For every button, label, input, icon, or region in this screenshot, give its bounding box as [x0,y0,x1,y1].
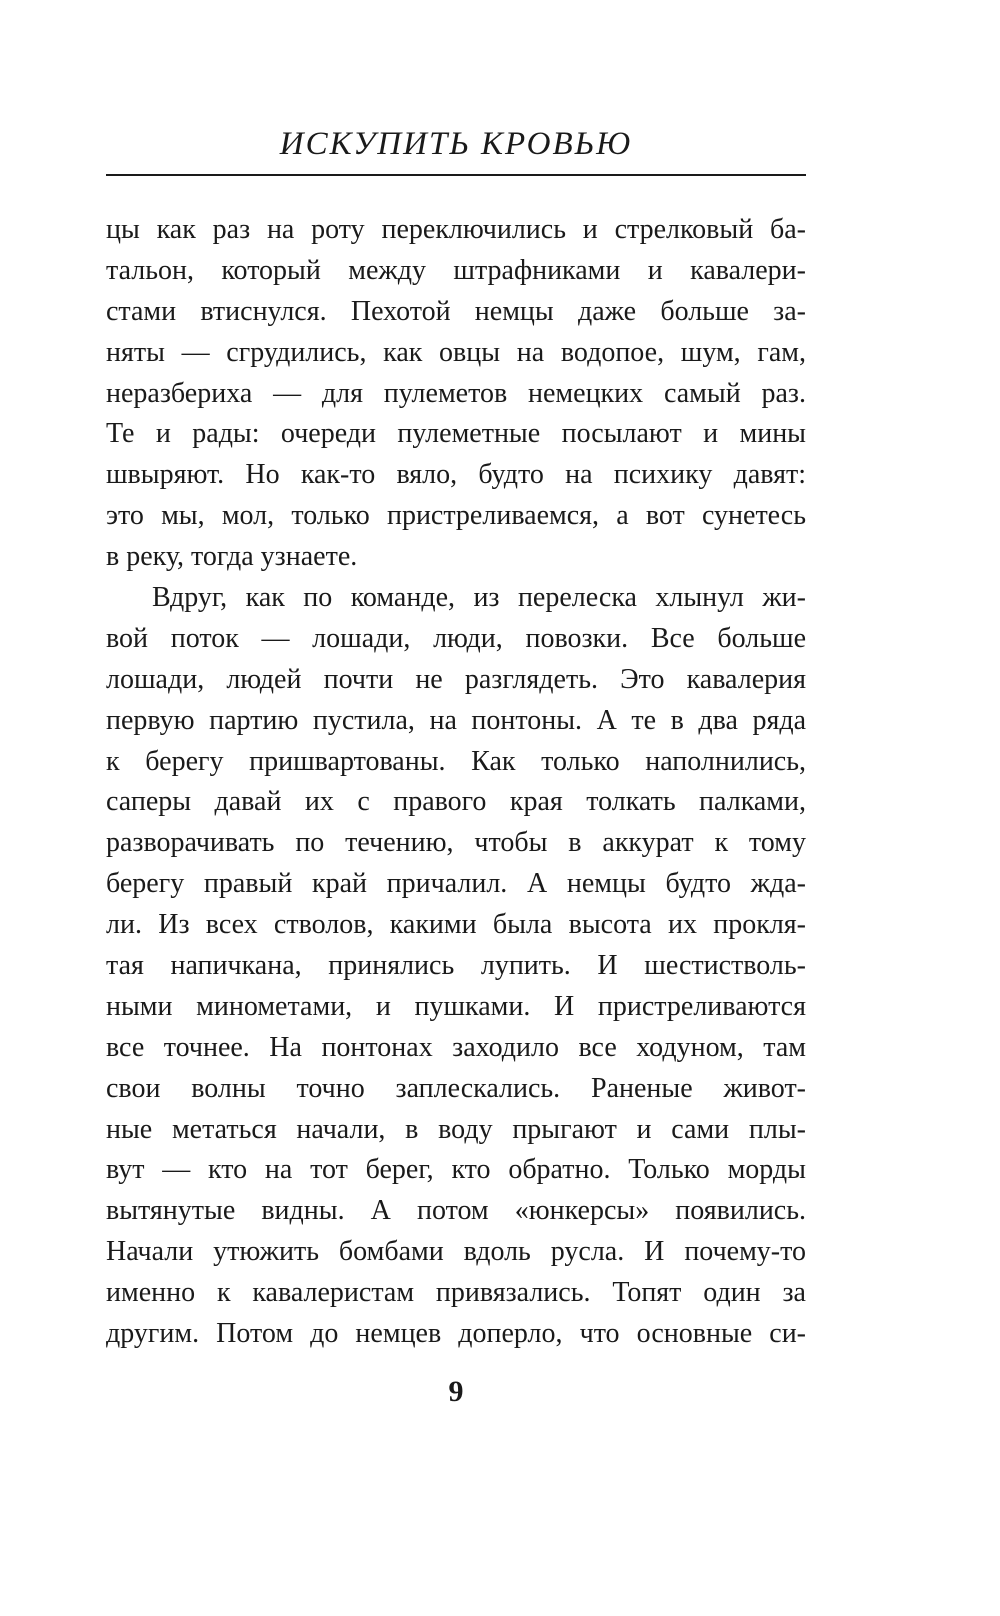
running-header-title: ИСКУПИТЬ КРОВЬЮ [279,126,633,162]
text-line: Те и рады: очереди пулеметные посылают и мины [106,418,806,450]
text-line: первую партию пустила, на понтоны. А те в два ряда [106,704,806,736]
text-line: все точнее. На понтонах заходило все ходуном, там [106,1031,806,1063]
text-line: разворачивать по течению, чтобы в аккурат к тому [106,827,806,859]
text-line: к берегу пришвартованы. Как только наполнились, [106,745,806,777]
text-line: вут — кто на тот берег, кто обратно. Только морды [106,1154,806,1186]
text-line: тая напичкана, принялись лупить. И шестистволь- [106,950,806,982]
text-line: другим. Потом до немцев доперло, что основные си- [106,1318,806,1350]
page-number: 9 [448,1375,464,1408]
text-line: лошади, людей почти не разглядеть. Это кавалерия [106,663,806,695]
text-line: Начали утюжить бомбами вдоль русла. И почему-то [106,1236,806,1268]
text-line: тальон, который между штрафниками и кавалери- [106,254,806,286]
text-line: ные метаться начали, в воду прыгают и сами плы- [106,1113,806,1145]
header-divider [106,174,806,176]
text-line: вытянутые видны. А потом «юнкерсы» появились. [106,1195,806,1227]
text-line: стами втиснулся. Пехотой немцы даже больше за- [106,295,806,327]
text-line: вой поток — лошади, люди, повозки. Все больше [106,622,806,654]
text-line: свои волны точно заплескались. Раненые живот- [106,1072,806,1104]
body-text [106,210,806,1355]
text-line: швыряют. Но как-то вяло, будто на психику давят: [106,459,806,491]
text-line: именно к кавалеристам привязались. Топят один за [106,1277,806,1309]
text-line: ли. Из всех стволов, какими была высота их прокля- [106,909,806,941]
text-line: в реку, тогда узнаете. [106,541,358,573]
text-line: няты — сгрудились, как овцы на водопое, шум, гам, [106,336,806,368]
text-line: это мы, мол, только пристреливаемся, а вот сунетесь [106,500,806,532]
paragraph-first-line: Вдруг, как по команде, из перелеска хлынул жи- [152,582,806,614]
text-line: берегу правый край причалил. А немцы будто жда- [106,868,806,900]
text-line: неразбериха — для пулеметов немецких самый раз. [106,377,806,409]
text-line: ными минометами, и пушками. И пристреливаются [106,990,806,1022]
text-line: саперы давай их с правого края толкать палками, [106,786,806,818]
text-line: цы как раз на роту переключились и стрелковый ба- [106,214,806,245]
